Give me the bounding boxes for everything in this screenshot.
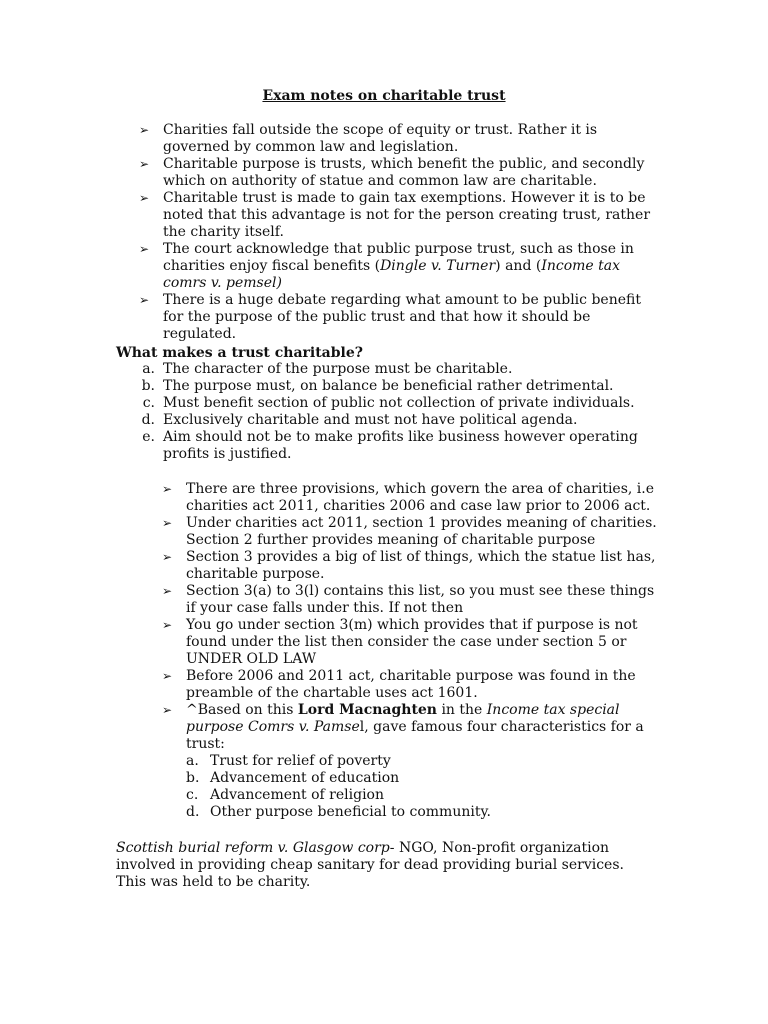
list-marker: d.	[141, 412, 155, 428]
case-citation: Scottish burial reform v. Glasgow corp	[116, 840, 390, 856]
list-marker: a.	[142, 361, 155, 377]
list-item: ➢ Section 3(a) to 3(l) contains this list, so you must see these things if your case falls under this. If not then	[162, 583, 655, 616]
arrow-bullet-icon: ➢	[162, 516, 173, 530]
arrow-bullet-icon: ➢	[139, 157, 150, 171]
list-item: ➢ Before 2006 and 2011 act, charitable purpose was found in the preamble of the chartable uses act 1601.	[162, 668, 636, 701]
list-item: ➢ There are three provisions, which govern the area of charities, i.e charities act 2011, charities 2006 and case law prior to 2006 act.	[162, 481, 655, 514]
list-item: d. Other purpose beneficial to community.	[186, 804, 491, 820]
arrow-bullet-icon: ➢	[162, 584, 173, 598]
arrow-bullet-icon: ➢	[162, 550, 173, 564]
arrow-bullet-icon: ➢	[139, 123, 150, 137]
list-item: ➢ Under charities act 2011, section 1 provides meaning of charities. Section 2 further provides meaning of charitable purpose	[162, 515, 657, 548]
list-item: a. Trust for relief of poverty	[186, 753, 391, 769]
provisions-list	[162, 481, 658, 821]
list-item: b. Advancement of education	[186, 770, 400, 786]
characteristics-list	[186, 753, 658, 821]
list-marker: c.	[186, 787, 199, 803]
list-item: ➢ Charitable purpose is trusts, which benefit the public, and secondly which on authority of statue and common law are charitable.	[139, 156, 645, 189]
list-item: a. The character of the purpose must be charitable.	[139, 361, 659, 378]
list-item: ➢ ^Based on this Lord Macnaghten in the Income tax special purpose Comrs v. Pamsel, gave famous four characteristics for a trust: a. Trust for relief of poverty b. Advancement of education c. Advancement of religion d. Other purpose beneficial to community.	[162, 702, 658, 821]
criteria-list	[139, 361, 659, 463]
list-marker: c.	[142, 395, 155, 411]
list-item: d. Exclusively charitable and must not have political agenda.	[139, 412, 659, 429]
list-marker: e.	[142, 429, 155, 445]
list-item: ➢ Charities fall outside the scope of equity or trust. Rather it is governed by common law and legislation.	[139, 122, 598, 155]
list-item: ➢ Charitable trust is made to gain tax exemptions. However it is to be noted that this advantage is not for the person creating trust, rather the charity itself.	[139, 190, 651, 240]
closing-paragraph: Scottish burial reform v. Glasgow corp- NGO, Non-profit organization involved in providing cheap sanitary for dead providing burial services. This was held to be charity.	[116, 840, 624, 890]
list-marker: a.	[186, 753, 199, 769]
arrow-bullet-icon: ➢	[162, 669, 173, 683]
list-item: c. Advancement of religion	[186, 787, 385, 803]
arrow-bullet-icon: ➢	[162, 618, 173, 632]
list-item: b. The purpose must, on balance be beneficial rather detrimental.	[139, 378, 659, 395]
list-item: ➢ There is a huge debate regarding what amount to be public benefit for the purpose of the public trust and that how it should be regulated.	[139, 292, 641, 342]
case-citation: Dingle v. Turner	[380, 258, 496, 274]
list-marker: b.	[186, 770, 200, 786]
intro-points-list	[139, 122, 659, 343]
page-title: Exam notes on charitable trust	[262, 88, 506, 104]
list-item: ➢ The court acknowledge that public purpose trust, such as those in charities enjoy fiscal benefits (Dingle v. Turner) and (Income tax comrs v. pemsel)	[139, 241, 634, 291]
section-heading: What makes a trust charitable?	[116, 345, 363, 361]
list-item: ➢ You go under section 3(m) which provides that if purpose is not found under the list then consider the case under section 5 or UNDER OLD LAW	[162, 617, 638, 667]
list-marker: d.	[186, 804, 200, 820]
judge-name: Lord Macnaghten	[297, 702, 437, 718]
arrow-bullet-icon: ➢	[162, 703, 173, 717]
case-citation: Income tax special purpose Comrs v. Pamse	[186, 702, 620, 735]
arrow-bullet-icon: ➢	[139, 191, 150, 205]
list-item: c. Must benefit section of public not collection of private individuals.	[139, 395, 659, 412]
arrow-bullet-icon: ➢	[139, 293, 150, 307]
arrow-bullet-icon: ➢	[139, 242, 150, 256]
list-marker: b.	[141, 378, 155, 394]
case-citation: Income tax comrs v. pemsel)	[163, 258, 621, 291]
list-item: e. Aim should not be to make profits like business however operating profits is justified.	[139, 429, 659, 463]
arrow-bullet-icon: ➢	[162, 482, 173, 496]
list-item: ➢ Section 3 provides a big of list of things, which the statue list has, charitable purpose.	[162, 549, 656, 582]
